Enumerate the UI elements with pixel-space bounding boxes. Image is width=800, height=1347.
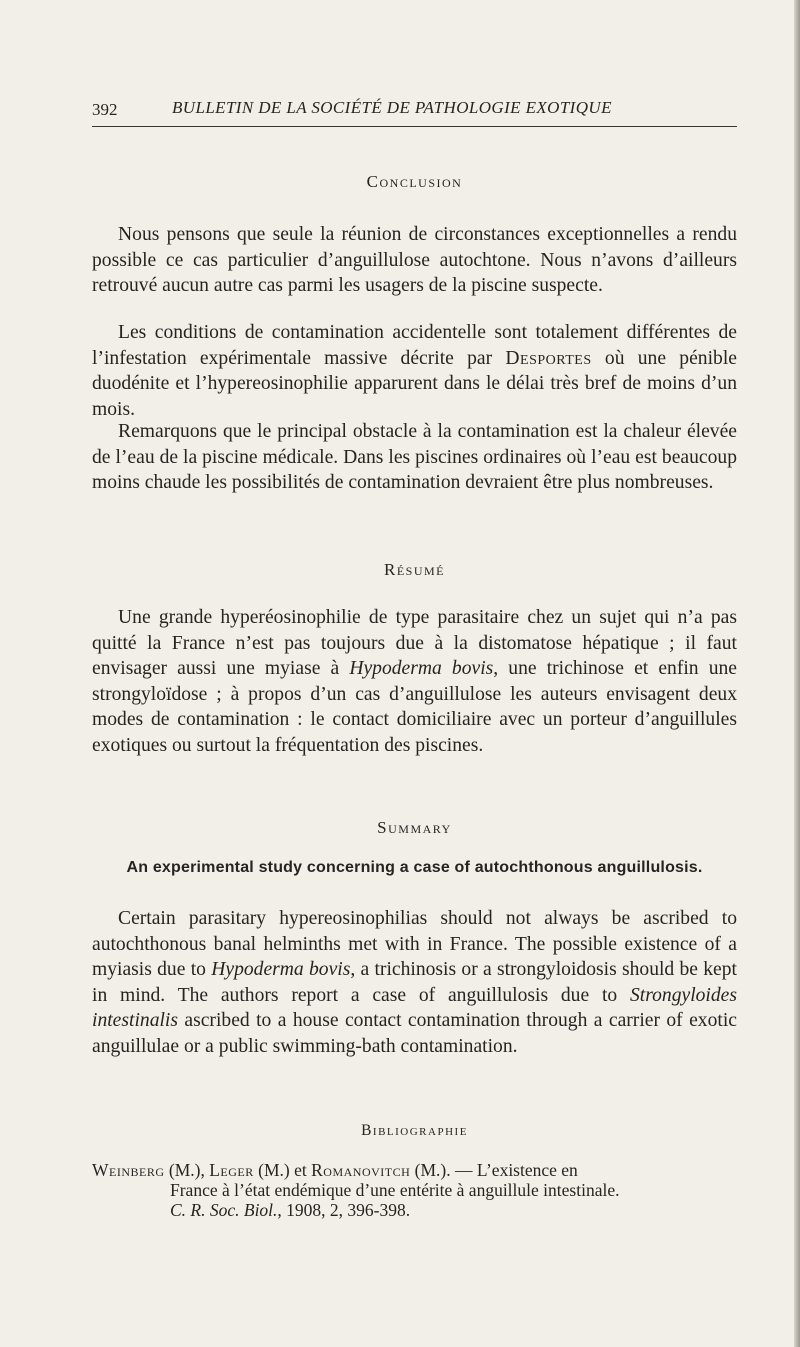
species-hypoderma-bovis-en: Hypoderma bovis bbox=[211, 959, 351, 981]
summary-paragraph: Certain parasitary hypereosinophilias should not always be ascribed to autochthonous banal helminths met with in France. The possible existence of a myiasis due to Hypoderma bovis, a trichinosis or a strongyloidosis should be kept in mind. The authors report a case of anguillulosis due to Strongyloides intestinalis ascribed to a house contact contamination through a carrier of exotic anguillulae or a public swimming-bath contamination. bbox=[92, 908, 737, 1057]
bibliographie-heading: Bibliographie bbox=[361, 1122, 468, 1139]
summary-heading: Summary bbox=[377, 818, 452, 837]
species-hypoderma-bovis: Hypoderma bovis bbox=[349, 658, 494, 680]
resume-heading: Résumé bbox=[383, 560, 445, 579]
bibliography-entry-line-2: France à l’état endémique d’une entérite à anguillule intestinale. bbox=[170, 1180, 620, 1200]
bibliography-entry-line-3: C. R. Soc. Biol., 1908, 2, 396-398. bbox=[170, 1200, 411, 1220]
summary-subtitle: An experimental study concerning a case of autochthonous anguillulosis. bbox=[126, 859, 703, 876]
running-header bbox=[92, 96, 737, 124]
species-strongyloides: Strongyloides intestinalis bbox=[92, 984, 737, 1032]
header-rule bbox=[92, 126, 737, 127]
page-edge-shadow bbox=[794, 0, 800, 1347]
conclusion-paragraph-2: Les conditions de contamination accidentelle sont totalement différentes de l’infestation expérimentale massive décrite par Desportes où une pénible duodénite et l’hypereosinophilie apparurent dans le délai très bref de moins d’un mois. bbox=[92, 322, 737, 420]
conclusion-paragraph-1: Nous pensons que seule la réunion de circonstances exceptionnelles a rendu possible ce cas particulier d’anguillulose autochtone. Nous n’avons d’ailleurs retrouvé aucun autre cas parmi les usagers de la piscine suspecte. bbox=[92, 224, 737, 297]
bibliography-entry bbox=[92, 1160, 737, 1220]
conclusion-heading: Conclusion bbox=[366, 172, 463, 191]
bibliography-entry-line-1: Weinberg (M.), Leger (M.) et Romanovitch (M.). — L’existence en bbox=[92, 1160, 578, 1180]
conclusion-paragraph-3: Remarquons que le principal obstacle à la contamination est la chaleur élevée de l’eau de la piscine médicale. Dans les piscines ordinaires où l’eau est beaucoup moins chaude les possibilités de contamination devraient être plus nombreuses. bbox=[92, 421, 737, 494]
journal-title: BULLETIN DE LA SOCIÉTÉ DE PATHOLOGIE EXOTIQUE bbox=[172, 98, 612, 117]
resume-paragraph: Une grande hyperéosinophilie de type parasitaire chez un sujet qui n’a pas quitté la France n’est pas toujours due à la distomatose hépatique ; il faut envisager aussi une myiase à Hypoderma bovis, une trichinose et enfin une strongyloïdose ; à propos d’un cas d’anguillulose les auteurs envisagent deux modes de contamination : le contact domiciliaire avec un porteur d’anguillules exotiques ou surtout la fréquentation des piscines. bbox=[92, 607, 737, 756]
author-desportes: Desportes bbox=[505, 347, 592, 369]
page-number: 392 bbox=[92, 100, 118, 119]
